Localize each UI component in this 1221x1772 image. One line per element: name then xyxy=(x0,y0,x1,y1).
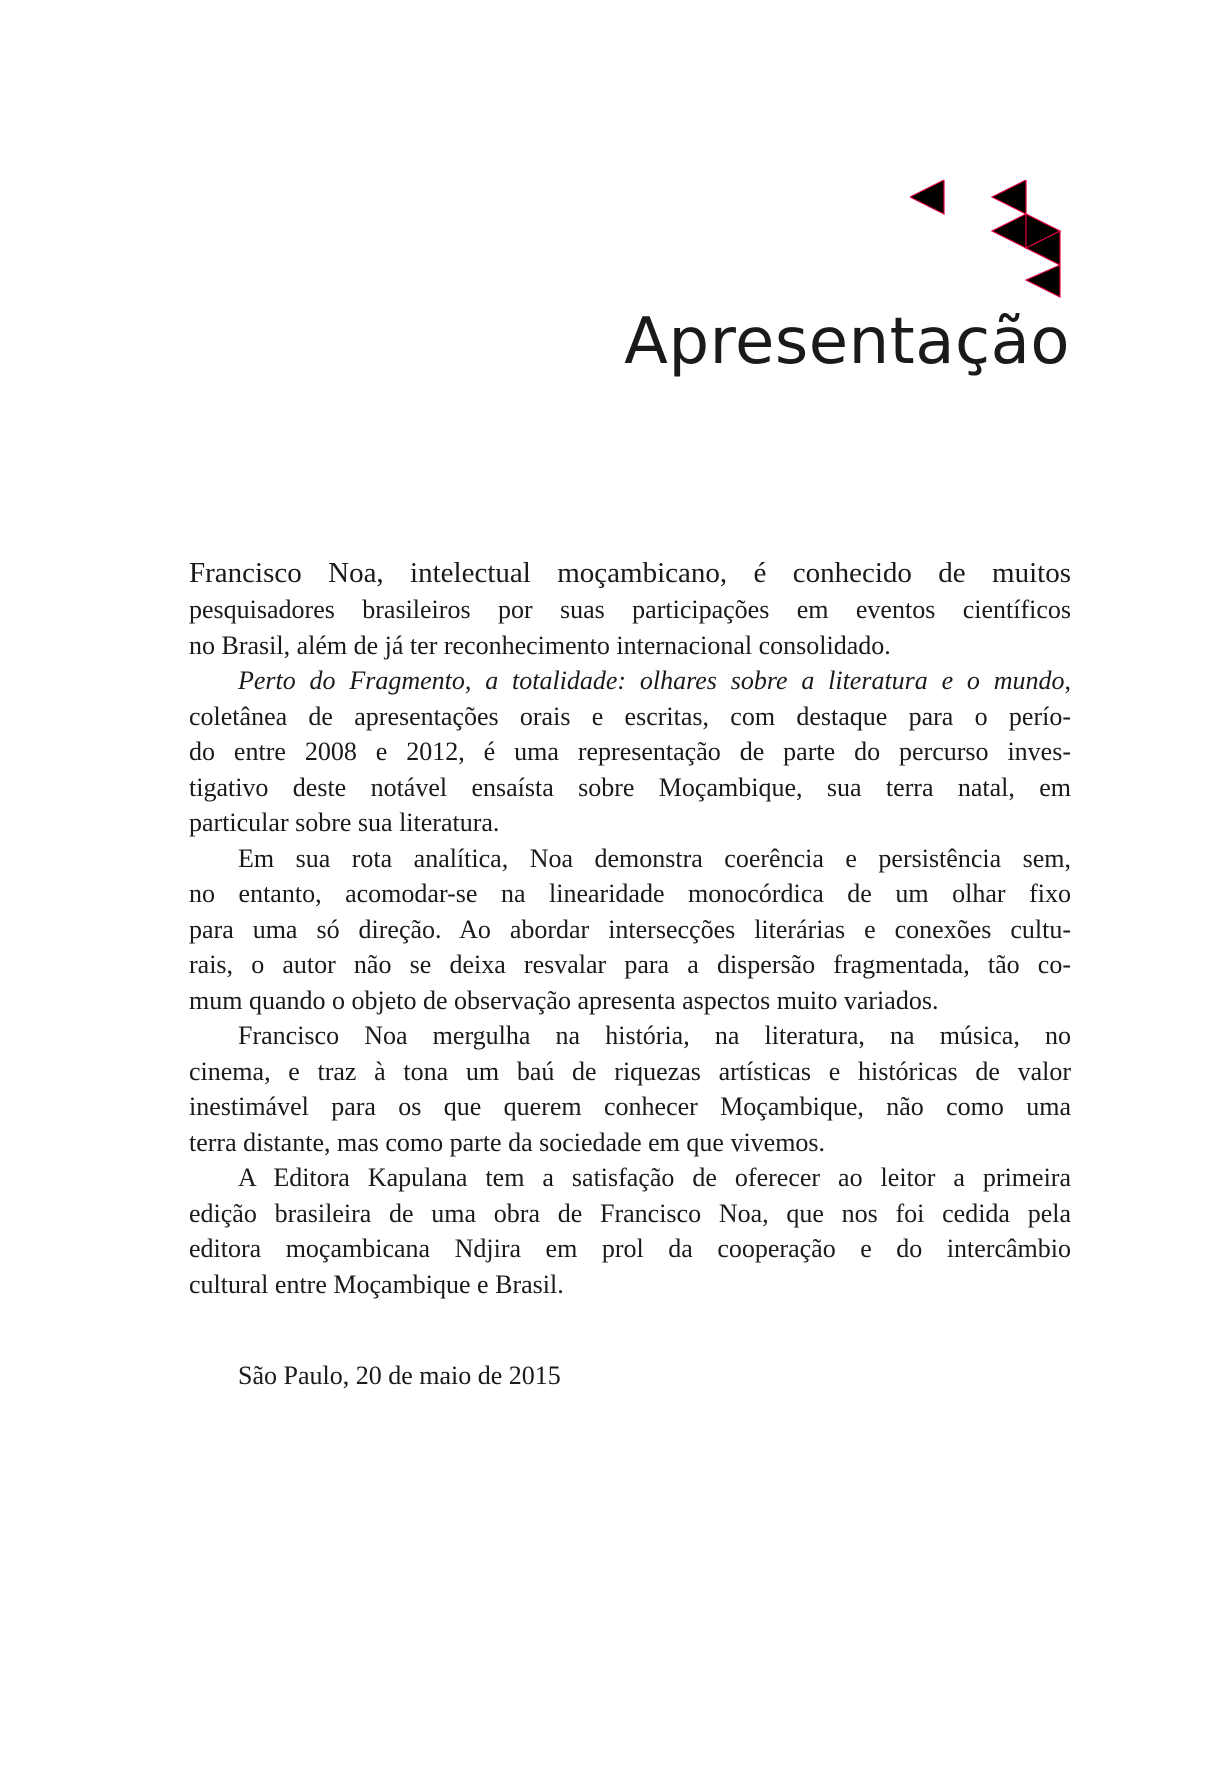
text-line: terra distante, mas como parte da sociedade em que vivemos. xyxy=(189,1127,826,1157)
text-line: particular sobre sua literatura. xyxy=(189,808,500,837)
text-line: edição brasileira de uma obra de Francisco Noa, que nos foi cedida pela xyxy=(189,1198,1071,1228)
text-line: cultural entre Moçambique e Brasil. xyxy=(189,1269,564,1299)
text-line: pesquisadores brasileiros por suas participações em eventos científicos xyxy=(189,595,1071,624)
text-line: mum quando o objeto de observação apresenta aspectos muito variados. xyxy=(189,985,939,1015)
text-line: editora moçambicana Ndjira em prol da cooperação e do intercâmbio xyxy=(189,1234,1071,1263)
paragraph-5 xyxy=(189,1160,1071,1302)
ornament-triangle xyxy=(1026,265,1060,297)
ornament-triangle xyxy=(910,180,944,214)
book-title-comma: , xyxy=(1064,666,1071,695)
text-line: rais, o autor não se deixa resvalar para a dispersão fragmentada, tão co- xyxy=(189,950,1071,979)
text-line: coletânea de apresentações orais e escritas, com destaque para o perío- xyxy=(189,701,1071,731)
text-line: no entanto, acomodar-se na linearidade monocórdica de um olhar fixo xyxy=(189,879,1071,908)
book-title: Perto do Fragmento, a totalidade: olhares sobre a literatura e o mundo xyxy=(238,666,1065,695)
text-line: Francisco Noa, intelectual moçambicano, é conhecido de muitos xyxy=(189,557,1071,589)
text-line: inestimável para os que querem conhecer Moçambique, não como uma xyxy=(189,1092,1071,1121)
text-line: A Editora Kapulana tem a satisfação de oferecer ao leitor a primeira xyxy=(238,1163,1071,1192)
paragraph-2 xyxy=(189,663,1071,841)
paragraph-3 xyxy=(189,841,1071,1019)
page-title: Apresentação xyxy=(624,305,1070,379)
paragraph-1 xyxy=(189,554,1071,663)
text-line xyxy=(189,663,1071,699)
text-line: no Brasil, além de já ter reconhecimento internacional consolidado. xyxy=(189,630,891,660)
body-text xyxy=(189,554,1071,1302)
text-line: do entre 2008 e 2012, é uma representação de parte do percurso inves- xyxy=(189,737,1071,766)
text-line: cinema, e traz à tona um baú de riquezas artísticas e históricas de valor xyxy=(189,1056,1071,1086)
text-line: Em sua rota analítica, Noa demonstra coerência e persistência sem, xyxy=(238,843,1071,873)
paragraph-4 xyxy=(189,1018,1071,1160)
text-line: tigativo deste notável ensaísta sobre Moçambique, sua terra natal, em xyxy=(189,772,1071,802)
place-date-signature: São Paulo, 20 de maio de 2015 xyxy=(238,1361,561,1390)
text-line: para uma só direção. Ao abordar intersecções literárias e conexões cultu- xyxy=(189,914,1071,944)
ornament-triangle xyxy=(992,214,1026,248)
text-line: Francisco Noa mergulha na história, na literatura, na música, no xyxy=(238,1021,1071,1050)
ornament-triangle xyxy=(992,180,1026,214)
